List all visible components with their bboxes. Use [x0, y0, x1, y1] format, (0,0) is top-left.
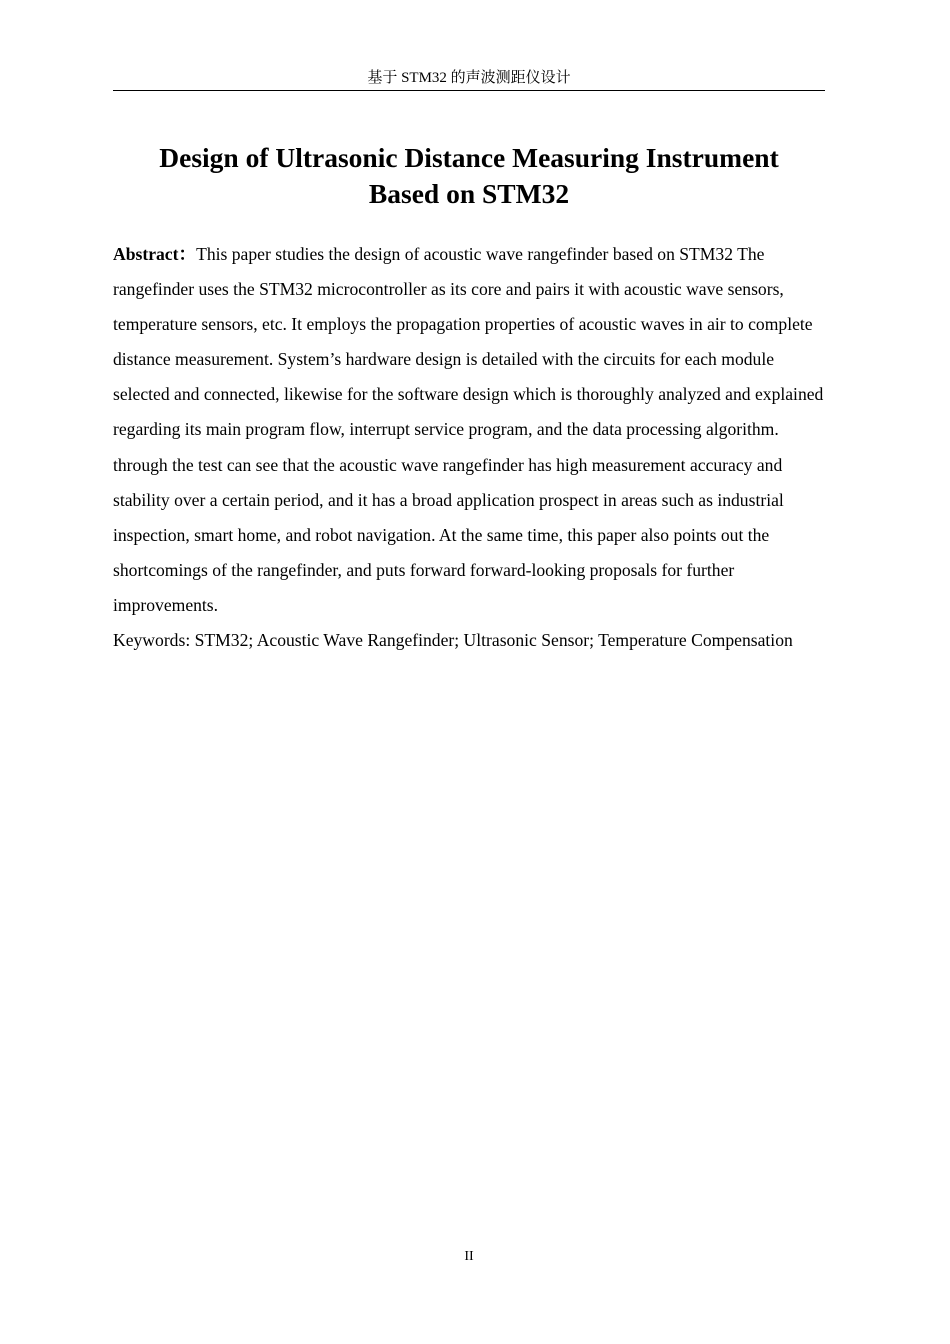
abstract-text: This paper studies the design of acoustic wave rangefinder based on STM32 The rangefinder uses the STM32 microcontroller as its core and pairs it with acoustic wave sensors, temperature sensors, etc. It employs the propagation properties of acoustic waves in air to complete distance measurement. System’s hardware design is detailed with the circuits for each module selected and connected, likewise for the software design which is thoroughly analyzed and explained regarding its main program flow, interrupt service program, and the data processing algorithm. through the test can see that the acoustic wave rangefinder has high measurement accuracy and stability over a certain period, and it has a broad application prospect in areas such as industrial inspection, smart home, and robot navigation. At the same time, this paper also points out the shortcomings of the rangefinder, and puts forward forward-looking proposals for further improvements.	[113, 244, 824, 615]
page-number: II	[464, 1249, 474, 1264]
abstract-label: Abstract：	[113, 244, 197, 264]
paper-title-line-1: Design of Ultrasonic Distance Measuring Instrument	[159, 142, 779, 173]
abstract-paragraph	[113, 237, 829, 623]
header-divider	[113, 90, 825, 91]
paper-title	[113, 140, 825, 212]
running-header: 基于 STM32 的声波测距仪设计	[367, 70, 571, 86]
keywords-paragraph: Keywords: STM32; Acoustic Wave Rangefinder; Ultrasonic Sensor; Temperature Compensation	[113, 630, 793, 650]
paper-title-line-2: Based on STM32	[368, 178, 570, 209]
